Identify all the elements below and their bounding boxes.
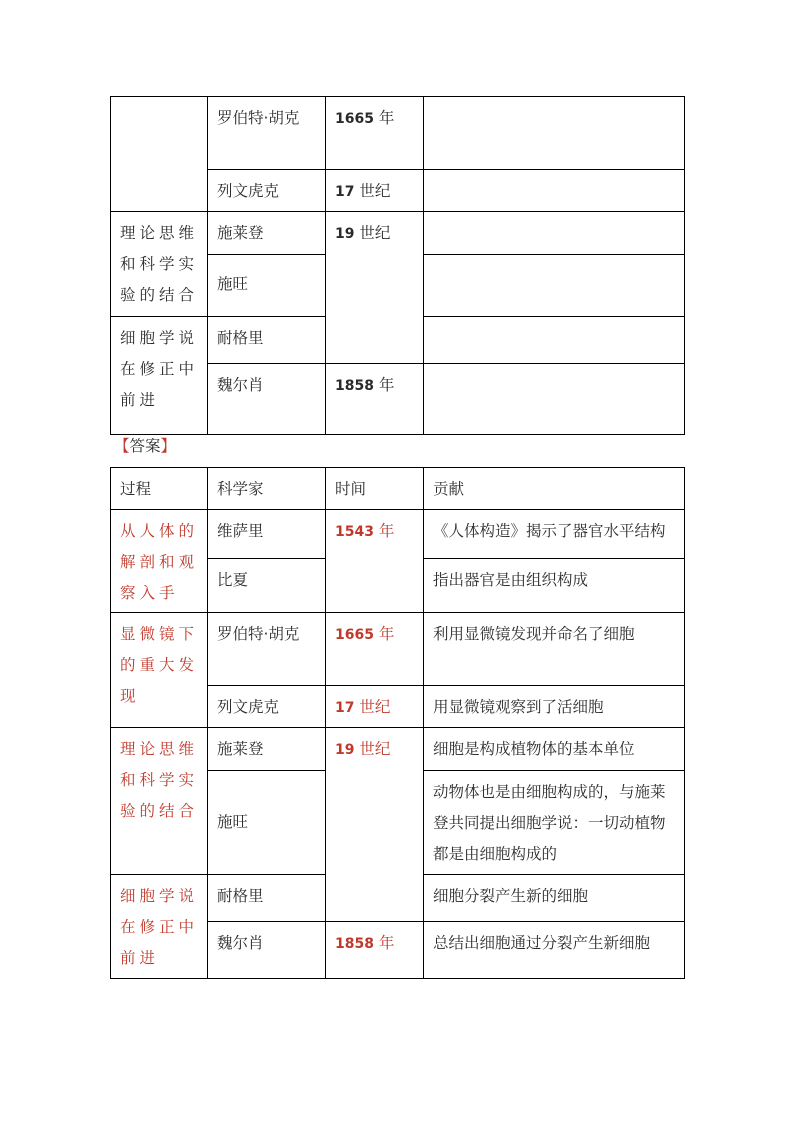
scientist-cell: 列文虎克	[208, 170, 326, 212]
scientist-cell: 施旺	[208, 255, 326, 317]
scientist-cell: 耐格里	[208, 875, 326, 922]
answer-table	[110, 467, 685, 979]
contribution-cell	[424, 97, 685, 170]
table-row	[111, 212, 685, 255]
contribution-cell: 利用显微镜发现并命名了细胞	[424, 613, 685, 686]
scientist-cell: 魏尔肖	[208, 922, 326, 979]
scientist-cell: 施莱登	[208, 212, 326, 255]
scientist-cell: 罗伯特·胡克	[208, 613, 326, 686]
table-row	[111, 97, 685, 170]
contribution-cell	[424, 317, 685, 364]
time-cell: 1858 年	[326, 922, 424, 979]
table-row	[111, 510, 685, 559]
scientist-cell: 列文虎克	[208, 686, 326, 728]
process-cell: 细胞学说在修正中前进	[111, 317, 208, 435]
time-cell: 1665 年	[326, 613, 424, 686]
process-cell	[111, 97, 208, 212]
table-row	[111, 613, 685, 686]
scientist-cell: 施旺	[208, 771, 326, 875]
contribution-cell	[424, 212, 685, 255]
contribution-cell	[424, 364, 685, 435]
answer-label: 【答案】	[114, 437, 177, 455]
process-cell: 理论思维和科学实验的结合	[111, 728, 208, 875]
scientist-cell: 罗伯特·胡克	[208, 97, 326, 170]
contribution-cell: 用显微镜观察到了活细胞	[424, 686, 685, 728]
header-scientist: 科学家	[208, 468, 326, 510]
scientist-cell: 耐格里	[208, 317, 326, 364]
table-header-row	[111, 468, 685, 510]
time-cell: 19 世纪	[326, 728, 424, 922]
time-cell: 19 世纪	[326, 212, 424, 364]
process-cell: 从人体的解剖和观察入手	[111, 510, 208, 613]
process-cell: 显微镜下的重大发现	[111, 613, 208, 728]
time-cell: 17 世纪	[326, 170, 424, 212]
contribution-cell: 细胞是构成植物体的基本单位	[424, 728, 685, 771]
contribution-cell	[424, 255, 685, 317]
contribution-cell: 细胞分裂产生新的细胞	[424, 875, 685, 922]
scientist-cell: 施莱登	[208, 728, 326, 771]
contribution-cell	[424, 170, 685, 212]
process-cell: 细胞学说在修正中前进	[111, 875, 208, 979]
process-cell: 理论思维和科学实验的结合	[111, 212, 208, 317]
header-time: 时间	[326, 468, 424, 510]
time-cell: 17 世纪	[326, 686, 424, 728]
contribution-cell: 《人体构造》揭示了器官水平结构	[424, 510, 685, 559]
table-row	[111, 728, 685, 771]
time-cell: 1543 年	[326, 510, 424, 613]
question-table	[110, 96, 685, 435]
contribution-cell: 指出器官是由组织构成	[424, 559, 685, 613]
header-contribution: 贡献	[424, 468, 685, 510]
time-cell: 1858 年	[326, 364, 424, 435]
header-process: 过程	[111, 468, 208, 510]
contribution-cell: 总结出细胞通过分裂产生新细胞	[424, 922, 685, 979]
time-cell: 1665 年	[326, 97, 424, 170]
scientist-cell: 比夏	[208, 559, 326, 613]
scientist-cell: 魏尔肖	[208, 364, 326, 435]
contribution-cell: 动物体也是由细胞构成的，与施莱登共同提出细胞学说：一切动植物都是由细胞构成的	[424, 771, 685, 875]
scientist-cell: 维萨里	[208, 510, 326, 559]
